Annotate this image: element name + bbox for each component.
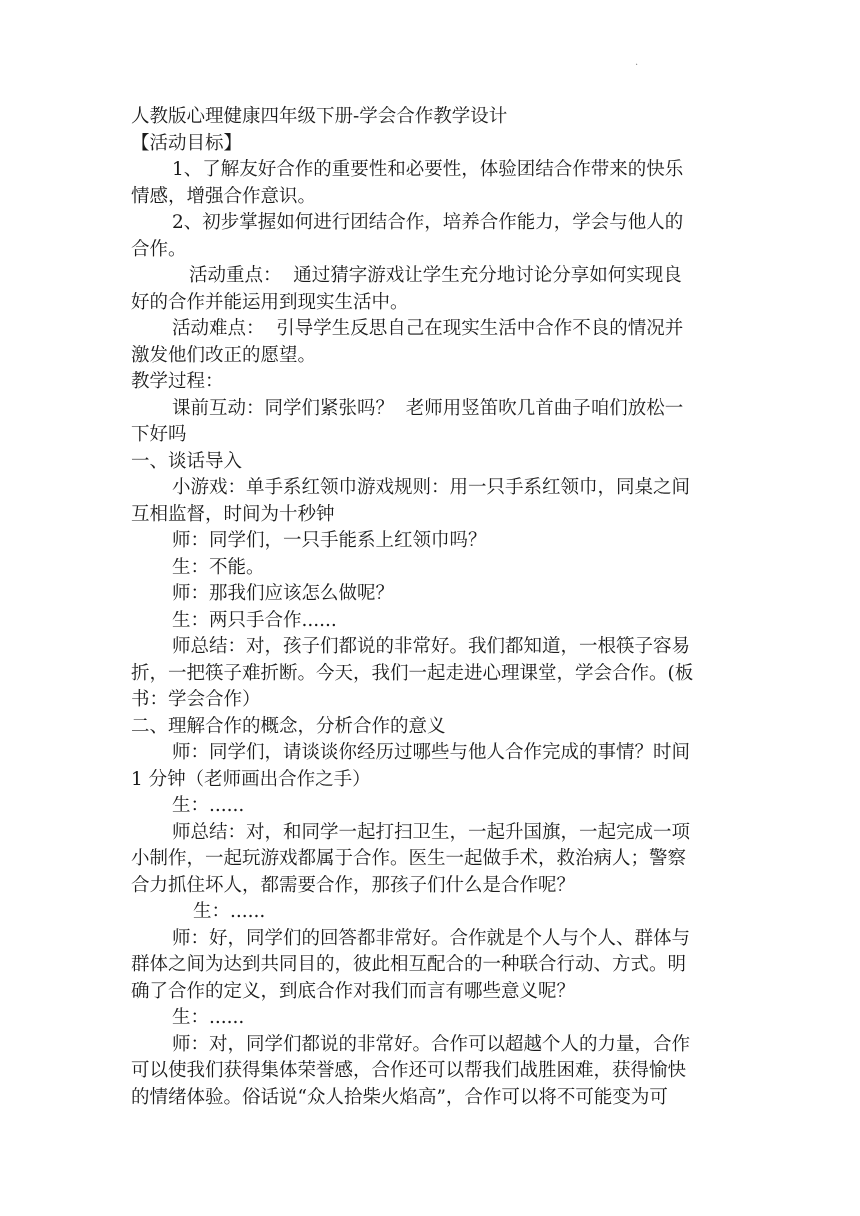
paragraph-line: 的情绪体验。俗话说“众人拾柴火焰高”，合作可以将不可能变为可 (131, 1086, 668, 1108)
paragraph-line: 1、了解友好合作的重要性和必要性，体验团结合作带来的快乐 (172, 159, 684, 180)
dialogue-line: 生：...... (193, 901, 266, 922)
paragraph-line: 合作。 (131, 238, 187, 260)
section-heading: 【活动目标】 (131, 132, 243, 154)
document-title: 人教版心理健康四年级下册-学会合作教学设计 (131, 106, 508, 127)
dialogue-line: 师：同学们，一只手能系上红领巾吗？ (172, 530, 487, 551)
corner-mark: . (635, 57, 639, 68)
dialogue-line: 生：不能。 (172, 556, 265, 578)
paragraph-line: 1 分钟（老师画出合作之手） (131, 768, 371, 790)
paragraph-line: 课前互动：同学们紧张吗？ 老师用竖笛吹几首曲子咱们放松一 (172, 397, 684, 419)
paragraph-line: 确了合作的定义，到底合作对我们而言有哪些意义呢？ (131, 980, 576, 1002)
document-body (131, 104, 731, 1111)
section-heading: 一、谈话导入 (131, 450, 243, 472)
paragraph-line: 师：同学们，请谈谈你经历过哪些与他人合作完成的事情？时间 (172, 742, 691, 763)
dialogue-line: 师：那我们应该怎么做呢？ (172, 583, 395, 604)
paragraph-line: 师：对，同学们都说的非常好。合作可以超越个人的力量，合作 (172, 1033, 691, 1055)
paragraph-line: 活动难点： 引导学生反思自己在现实生活中合作不良的情况并 (172, 318, 684, 339)
paragraph-line: 群体之间为达到共同目的，彼此相互配合的一种联合行动、方式。明 (131, 954, 687, 975)
paragraph-line: 师总结：对，孩子们都说的非常好。我们都知道，一根筷子容易 (172, 636, 691, 657)
paragraph-line: 情感，增强合作意识。 (131, 185, 317, 207)
paragraph-line: 师总结：对，和同学一起打扫卫生，一起升国旗，一起完成一项 (172, 821, 691, 843)
dialogue-line: 生：两只手合作...... (172, 609, 337, 631)
paragraph-line: 可以使我们获得集体荣誉感，合作还可以帮我们战胜困难，获得愉快 (131, 1060, 687, 1081)
paragraph-line: 小制作，一起玩游戏都属于合作。医生一起做手术，救治病人；警察 (131, 848, 687, 869)
dialogue-line: 生：...... (172, 795, 245, 816)
paragraph-line: 小游戏：单手系红领巾游戏规则：用一只手系红领巾，同桌之间 (172, 477, 691, 498)
section-heading: 教学过程： (131, 371, 224, 392)
dialogue-line: 生：...... (172, 1007, 245, 1028)
paragraph-line: 折，一把筷子难折断。今天，我们一起走进心理课堂，学会合作。(板 (131, 662, 694, 684)
paragraph-line: 好的合作并能运用到现实生活中。 (131, 291, 409, 313)
paragraph-line: 激发他们改正的愿望。 (131, 344, 317, 366)
paragraph-line: 师：好，同学们的回答都非常好。合作就是个人与个人、群体与 (172, 927, 691, 949)
paragraph-line: 书：学会合作） (131, 689, 261, 710)
paragraph-line: 合力抓住坏人，都需要合作，那孩子们什么是合作呢？ (131, 874, 576, 896)
paragraph-line: 活动重点： 通过猜字游戏让学生充分地讨论分享如何实现良 (189, 265, 682, 286)
paragraph-line: 2、初步掌握如何进行团结合作，培养合作能力，学会与他人的 (172, 212, 684, 233)
paragraph-line: 下好吗 (131, 424, 187, 445)
section-heading: 二、理解合作的概念，分析合作的意义 (131, 715, 446, 737)
paragraph-line: 互相监督，时间为十秒钟 (131, 503, 335, 525)
